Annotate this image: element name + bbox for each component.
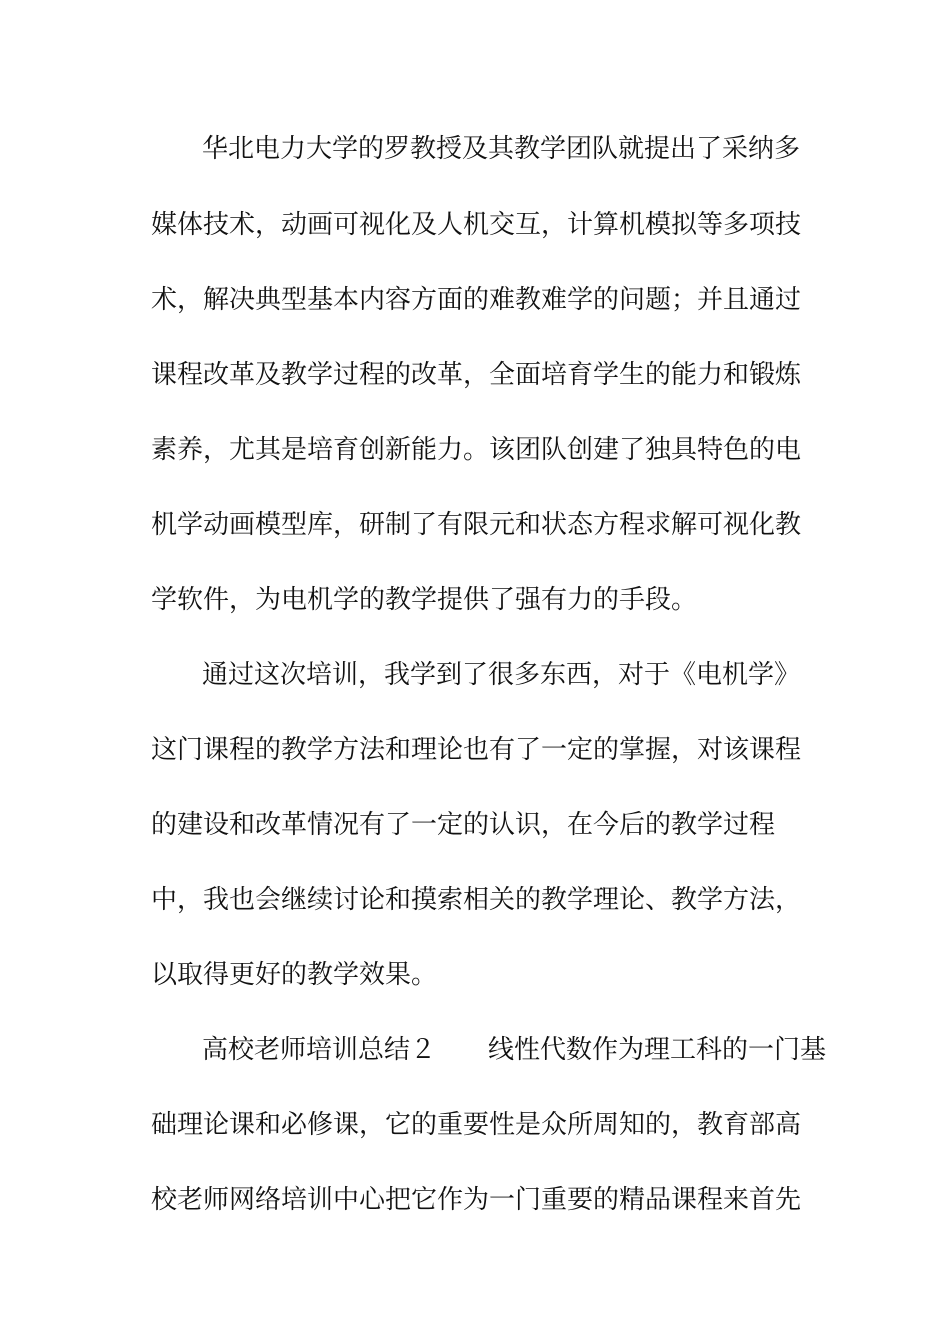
paragraph-2-line-5: 以取得更好的教学效果。 [151, 960, 438, 990]
paragraph-2-line-2: 这门课程的教学方法和理论也有了一定的掌握，对该课程 [151, 735, 802, 765]
paragraph-1-line-5: 素养，尤其是培育创新能力。该团队创建了独具特色的电 [151, 435, 802, 465]
paragraph-2-line-4: 中，我也会继续讨论和摸索相关的教学理论、教学方法， [151, 885, 802, 915]
paragraph-1-line-4: 课程改革及教学过程的改革，全面培育学生的能力和锻炼 [151, 360, 802, 390]
paragraph-3-line-1: 高校老师培训总结２ 线性代数作为理工科的一门基 [202, 1035, 827, 1065]
paragraph-3-line-2: 础理论课和必修课，它的重要性是众所周知的，教育部高 [151, 1110, 802, 1140]
paragraph-1-line-2: 媒体技术，动画可视化及人机交互，计算机模拟等多项技 [151, 210, 802, 240]
paragraph-1-line-6: 机学动画模型库，研制了有限元和状态方程求解可视化教 [151, 510, 802, 540]
paragraph-2-line-1: 通过这次培训，我学到了很多东西，对于《电机学》 [202, 660, 801, 690]
paragraph-1-line-3: 术，解决典型基本内容方面的难教难学的问题；并且通过 [151, 285, 802, 315]
paragraph-2-line-3: 的建设和改革情况有了一定的认识，在今后的教学过程 [151, 810, 776, 840]
paragraph-1-line-7: 学软件，为电机学的教学提供了强有力的手段。 [151, 585, 698, 615]
paragraph-3-line-3: 校老师网络培训中心把它作为一门重要的精品课程来首先 [151, 1185, 802, 1215]
paragraph-1-line-1: 华北电力大学的罗教授及其教学团队就提出了采纳多 [202, 134, 801, 164]
